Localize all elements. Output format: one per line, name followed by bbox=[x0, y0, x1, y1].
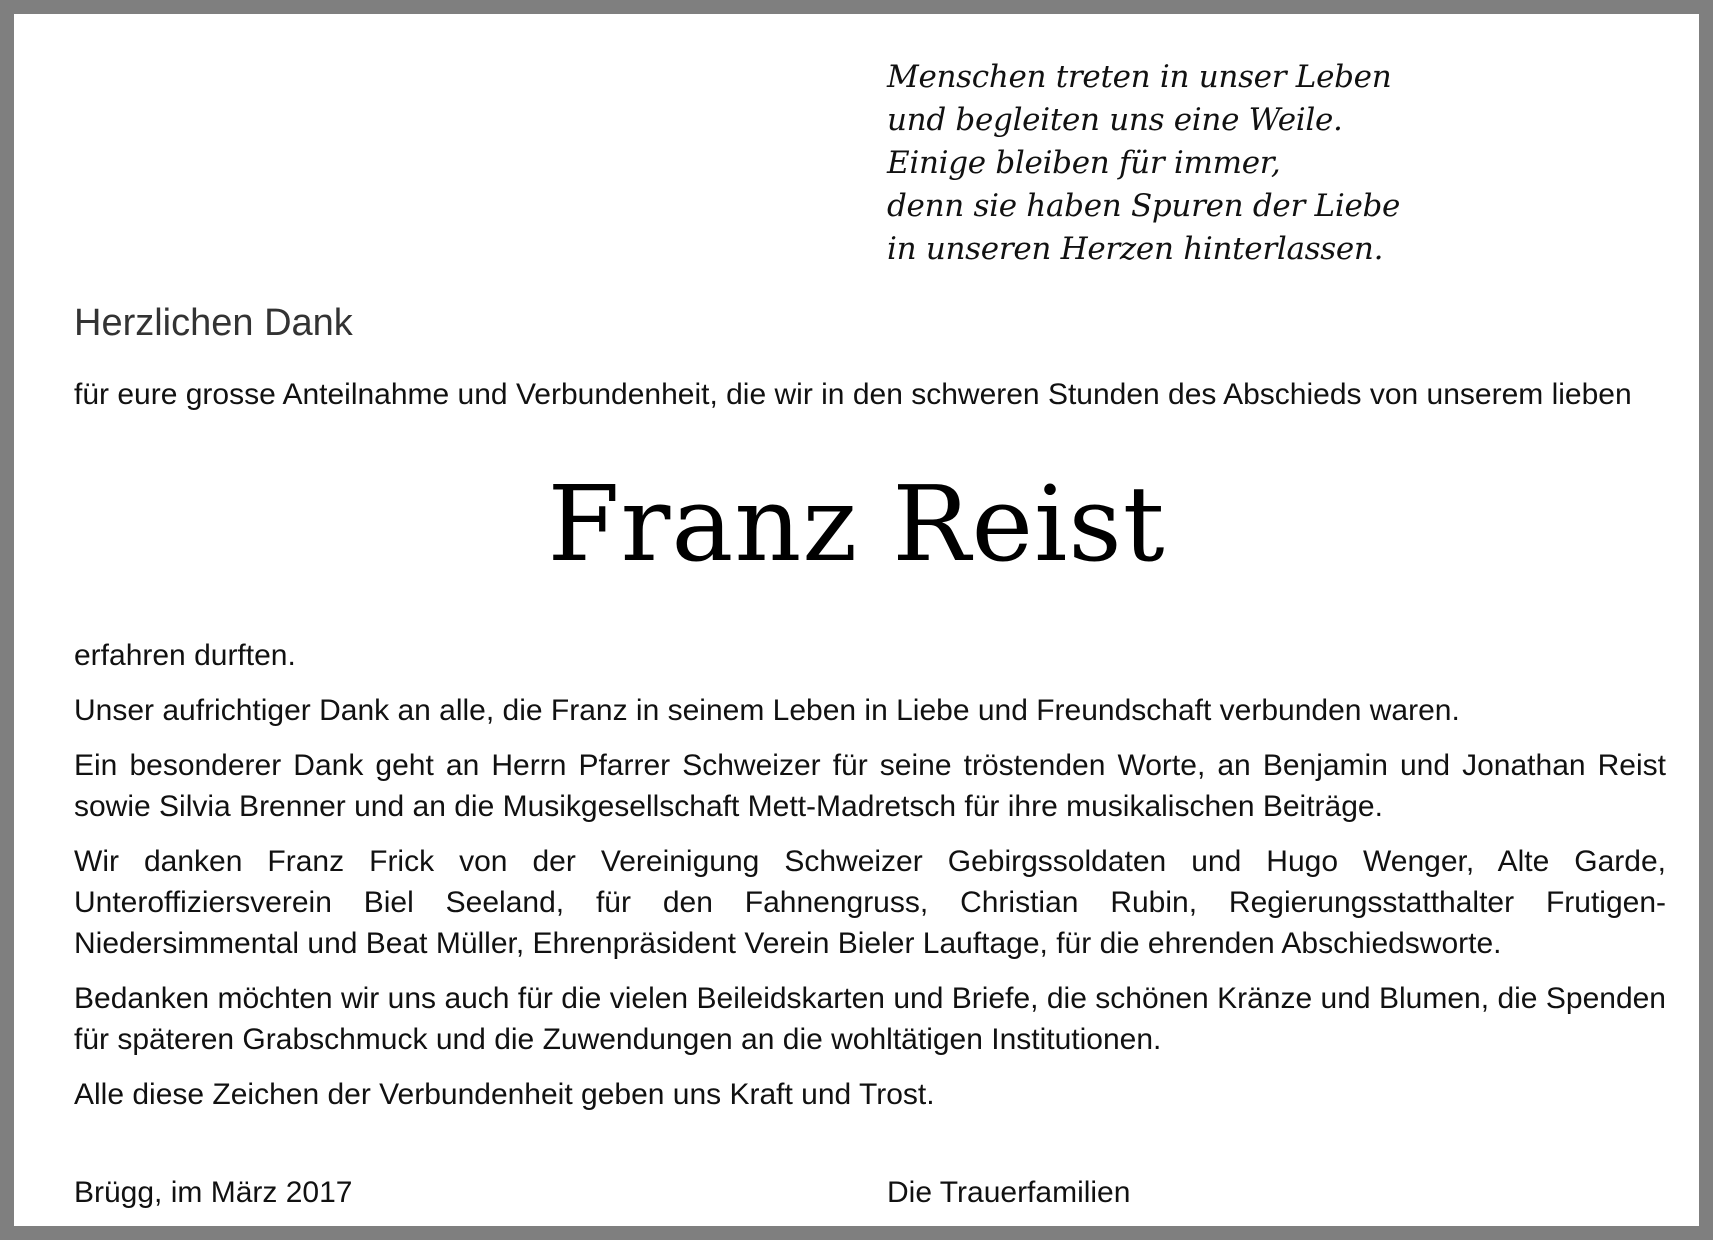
paragraph: Wir danken Franz Frick von der Vereinigung Schweizer Gebirgssoldaten und Hugo Wenger, Alte Garde, Unteroffiziersverein Biel Seeland, für den Fahnengruss, Christian Rubin, Regierungsstatthalter Frutigen-Niedersimmental und Beat Müller, Ehrenpräsident Verein Bieler Lauftage, für die ehrenden Abschiedsworte. bbox=[74, 845, 1666, 960]
body-text bbox=[74, 635, 1666, 1129]
paragraph: Alle diese Zeichen der Verbundenheit geben uns Kraft und Trost. bbox=[74, 1078, 935, 1111]
deceased-name: Franz Reist bbox=[547, 463, 1166, 585]
poem-line: in unseren Herzen hinterlassen. bbox=[887, 231, 1384, 267]
poem-quote bbox=[887, 56, 1400, 271]
thanks-heading: Herzlichen Dank bbox=[74, 302, 353, 344]
paragraph: Unser aufrichtiger Dank an alle, die Franz in seinem Leben in Liebe und Freundschaft verbunden waren. bbox=[74, 694, 1460, 727]
paragraph: erfahren durften. bbox=[74, 639, 296, 672]
paragraph: Bedanken möchten wir uns auch für die vielen Beileidskarten und Briefe, die schönen Kränze und Blumen, die Spenden für späteren Grabschmuck und die Zuwendungen an die wohltätigen Institutionen. bbox=[74, 982, 1666, 1056]
notice-card bbox=[14, 14, 1699, 1226]
place-date: Brügg, im März 2017 bbox=[74, 1176, 353, 1209]
poem-line: und begleiten uns eine Weile. bbox=[887, 102, 1343, 138]
poem-line: Menschen treten in unser Leben bbox=[887, 59, 1392, 95]
intro-text: für eure grosse Anteilnahme und Verbundenheit, die wir in den schweren Stunden des Abschieds von unserem lieben bbox=[74, 378, 1632, 411]
paragraph: Ein besonderer Dank geht an Herrn Pfarrer Schweizer für seine tröstenden Worte, an Benjamin und Jonathan Reist sowie Silvia Brenner und an die Musikgesellschaft Mett-Madretsch für ihre musikalischen Beiträge. bbox=[74, 749, 1666, 823]
signature: Die Trauerfamilien bbox=[887, 1176, 1131, 1209]
poem-line: Einige bleiben für immer, bbox=[887, 145, 1281, 181]
poem-line: denn sie haben Spuren der Liebe bbox=[887, 188, 1401, 224]
